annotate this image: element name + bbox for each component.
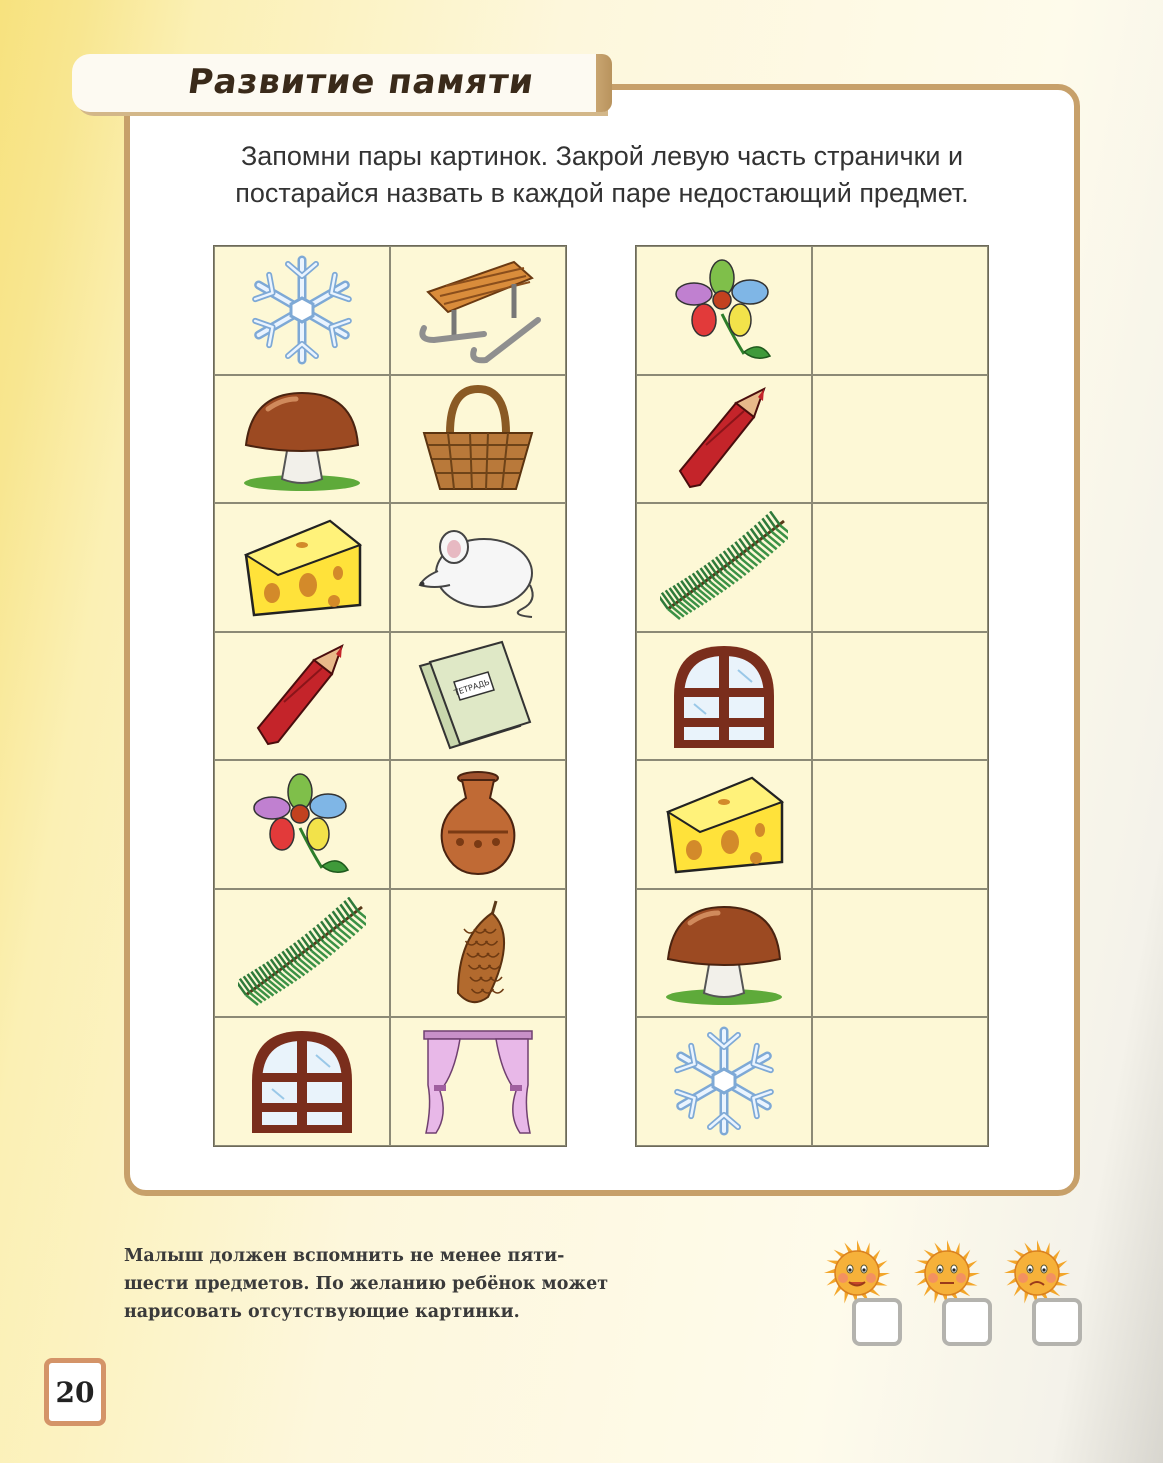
notebook-icon	[414, 640, 542, 752]
rating-checkbox-2[interactable]	[942, 1298, 992, 1346]
curtains-icon	[414, 1025, 542, 1137]
right-grid-cell-r1-c1	[636, 246, 812, 375]
left-grid-cell-r1-c2	[390, 246, 566, 375]
note-line-3: нарисовать отсутствующие картинки.	[124, 1302, 520, 1322]
snowflake-icon	[238, 254, 366, 366]
flower-icon	[238, 768, 366, 880]
sun-rating-2	[912, 1238, 992, 1353]
right-grid-cell-r4-c2	[812, 632, 988, 761]
left-grid-cell-r3-c2	[390, 503, 566, 632]
instruction-text	[150, 138, 1054, 212]
right-grid-cell-r1-c2	[812, 246, 988, 375]
left-grid-cell-r6-c1	[214, 889, 390, 1018]
right-grid-cell-r6-c2	[812, 889, 988, 1018]
pinecone-icon	[414, 897, 542, 1009]
window-icon	[238, 1025, 366, 1137]
mouse-icon	[414, 511, 542, 623]
right-grid-cell-r4-c1	[636, 632, 812, 761]
rating-suns	[822, 1238, 1092, 1358]
left-grid-cell-r5-c2	[390, 760, 566, 889]
right-grid-cell-r3-c1	[636, 503, 812, 632]
right-grid-cell-r7-c1	[636, 1017, 812, 1146]
right-picture-grid	[635, 245, 989, 1147]
right-grid-cell-r3-c2	[812, 503, 988, 632]
left-grid-cell-r6-c2	[390, 889, 566, 1018]
rating-checkbox-3[interactable]	[1032, 1298, 1082, 1346]
right-grid-cell-r7-c2	[812, 1017, 988, 1146]
note-line-1: Малыш должен вспомнить не менее пяти-	[124, 1246, 565, 1266]
left-grid-cell-r7-c1	[214, 1017, 390, 1146]
instruction-line-2: постарайся назвать в каждой паре недостающий предмет.	[235, 178, 969, 208]
title-tab	[72, 54, 604, 112]
sled-icon	[414, 254, 542, 366]
right-grid-cell-r2-c1	[636, 375, 812, 504]
snowflake-icon	[660, 1025, 788, 1137]
left-grid-cell-r5-c1	[214, 760, 390, 889]
sun-rating-1	[822, 1238, 902, 1353]
page-title: Развитие памяти	[185, 62, 537, 102]
left-picture-grid	[213, 245, 567, 1147]
right-grid-cell-r6-c1	[636, 889, 812, 1018]
cheese-icon	[660, 768, 788, 880]
left-grid-cell-r2-c1	[214, 375, 390, 504]
pencil-icon	[238, 640, 366, 752]
window-icon	[660, 640, 788, 752]
instruction-line-1: Запомни пары картинок. Закрой левую часть странички и	[240, 141, 964, 171]
basket-icon	[414, 383, 542, 495]
right-grid-cell-r2-c2	[812, 375, 988, 504]
fir-branch-icon	[238, 897, 366, 1009]
vase-icon	[414, 768, 542, 880]
left-grid-cell-r7-c2	[390, 1017, 566, 1146]
fir-branch-icon	[660, 511, 788, 623]
left-grid-cell-r2-c2	[390, 375, 566, 504]
pencil-icon	[660, 383, 788, 495]
mushroom-icon	[238, 383, 366, 495]
cheese-icon	[238, 511, 366, 623]
mushroom-icon	[660, 897, 788, 1009]
left-grid-cell-r4-c1	[214, 632, 390, 761]
rating-checkbox-1[interactable]	[852, 1298, 902, 1346]
left-grid-cell-r1-c1	[214, 246, 390, 375]
right-grid-cell-r5-c2	[812, 760, 988, 889]
flower-icon	[660, 254, 788, 366]
left-grid-cell-r3-c1	[214, 503, 390, 632]
note-line-2: шести предметов. По желанию ребёнок может	[124, 1274, 609, 1294]
notebook-label: ТЕТРАДЬ	[452, 677, 491, 698]
page-number: 20	[44, 1358, 106, 1426]
sun-rating-3	[1002, 1238, 1082, 1353]
left-grid-cell-r4-c2	[390, 632, 566, 761]
parent-note	[124, 1242, 644, 1326]
right-grid-cell-r5-c1	[636, 760, 812, 889]
